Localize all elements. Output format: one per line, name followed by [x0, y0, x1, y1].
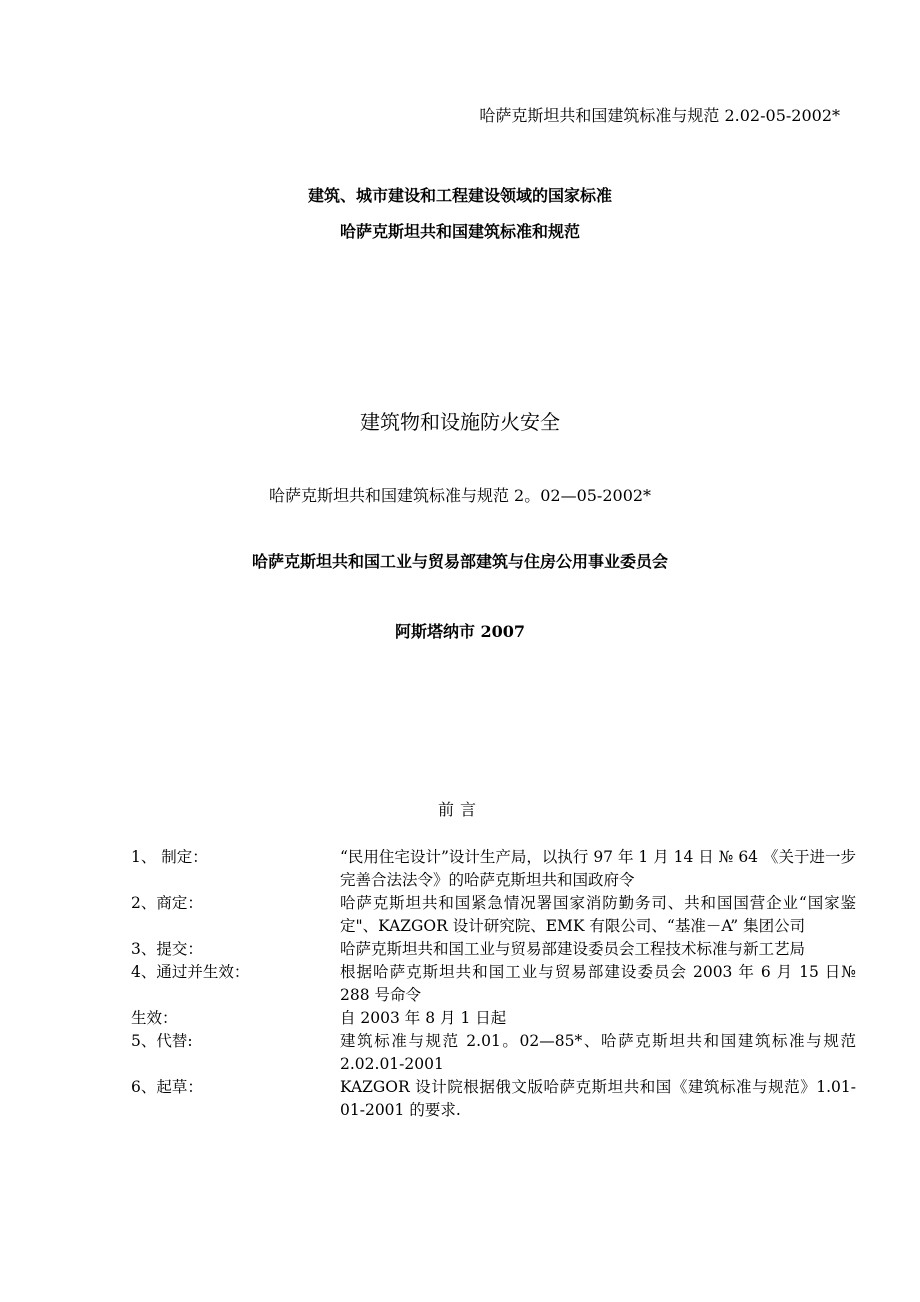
heading-building-norms: 哈萨克斯坦共和国建筑标准和规范: [339, 222, 580, 241]
list-item: [131, 846, 856, 892]
list-item: [131, 938, 856, 961]
list-item-label: 生效：: [131, 1009, 178, 1027]
list-item-value: 建筑标准与规范 2.01。02—85*、哈萨克斯坦共和国建筑标准与规范 2.02.01-2001: [340, 1032, 856, 1073]
document-subtitle: 哈萨克斯坦共和国建筑标准与规范 2。02—05-2002*: [268, 486, 652, 505]
list-item-label: 2、商定：: [131, 894, 203, 912]
preface-list: [131, 846, 856, 1122]
list-item-value: 哈萨克斯坦共和国紧急情况署国家消防勤务司、共和国国营企业“国家鉴定"、KAZGOR 设计研究院、EMK 有限公司、“基准－A” 集团公司: [340, 894, 856, 935]
list-item-label: 4、通过并生效：: [131, 963, 250, 981]
list-item: [131, 892, 856, 938]
list-item-value: 哈萨克斯坦共和国工业与贸易部建设委员会工程技术标准与新工艺局: [340, 940, 806, 958]
list-item-value: “民用住宅设计”设计生产局，以执行 97 年 1 月 14 日 № 64 《关于进一步完善合法法令》的哈萨克斯坦共和国政府令: [340, 848, 856, 889]
document-code-header: 哈萨克斯坦共和国建筑标准与规范 2.02-05-2002*: [479, 106, 840, 125]
committee-name: 哈萨克斯坦共和国工业与贸易部建筑与住房公用事业委员会: [251, 552, 668, 571]
list-item-label: 5、代替:: [131, 1032, 193, 1050]
list-item-value: 自 2003 年 8 月 1 日起: [340, 1009, 507, 1027]
list-item-label: 6、起草：: [131, 1078, 203, 1096]
list-item: [131, 961, 856, 1007]
preface-title: 前言: [437, 800, 482, 819]
list-item-label: 1、 制定：: [131, 848, 208, 866]
city-year: 阿斯塔纳市 2007: [394, 622, 526, 641]
heading-national-standard: 建筑、城市建设和工程建设领域的国家标准: [307, 186, 612, 205]
list-item: [131, 1030, 856, 1076]
list-item-value: KAZGOR 设计院根据俄文版哈萨克斯坦共和国《建筑标准与规范》1.01-01-2001 的要求.: [340, 1078, 856, 1119]
list-item-value: 根据哈萨克斯坦共和国工业与贸易部建设委员会 2003 年 6 月 15 日№ 288 号命令: [340, 963, 856, 1004]
list-item-label: 3、提交：: [131, 940, 203, 958]
main-title: 建筑物和设施防火安全: [360, 410, 560, 434]
list-item: [131, 1076, 856, 1122]
list-item: [131, 1007, 856, 1030]
